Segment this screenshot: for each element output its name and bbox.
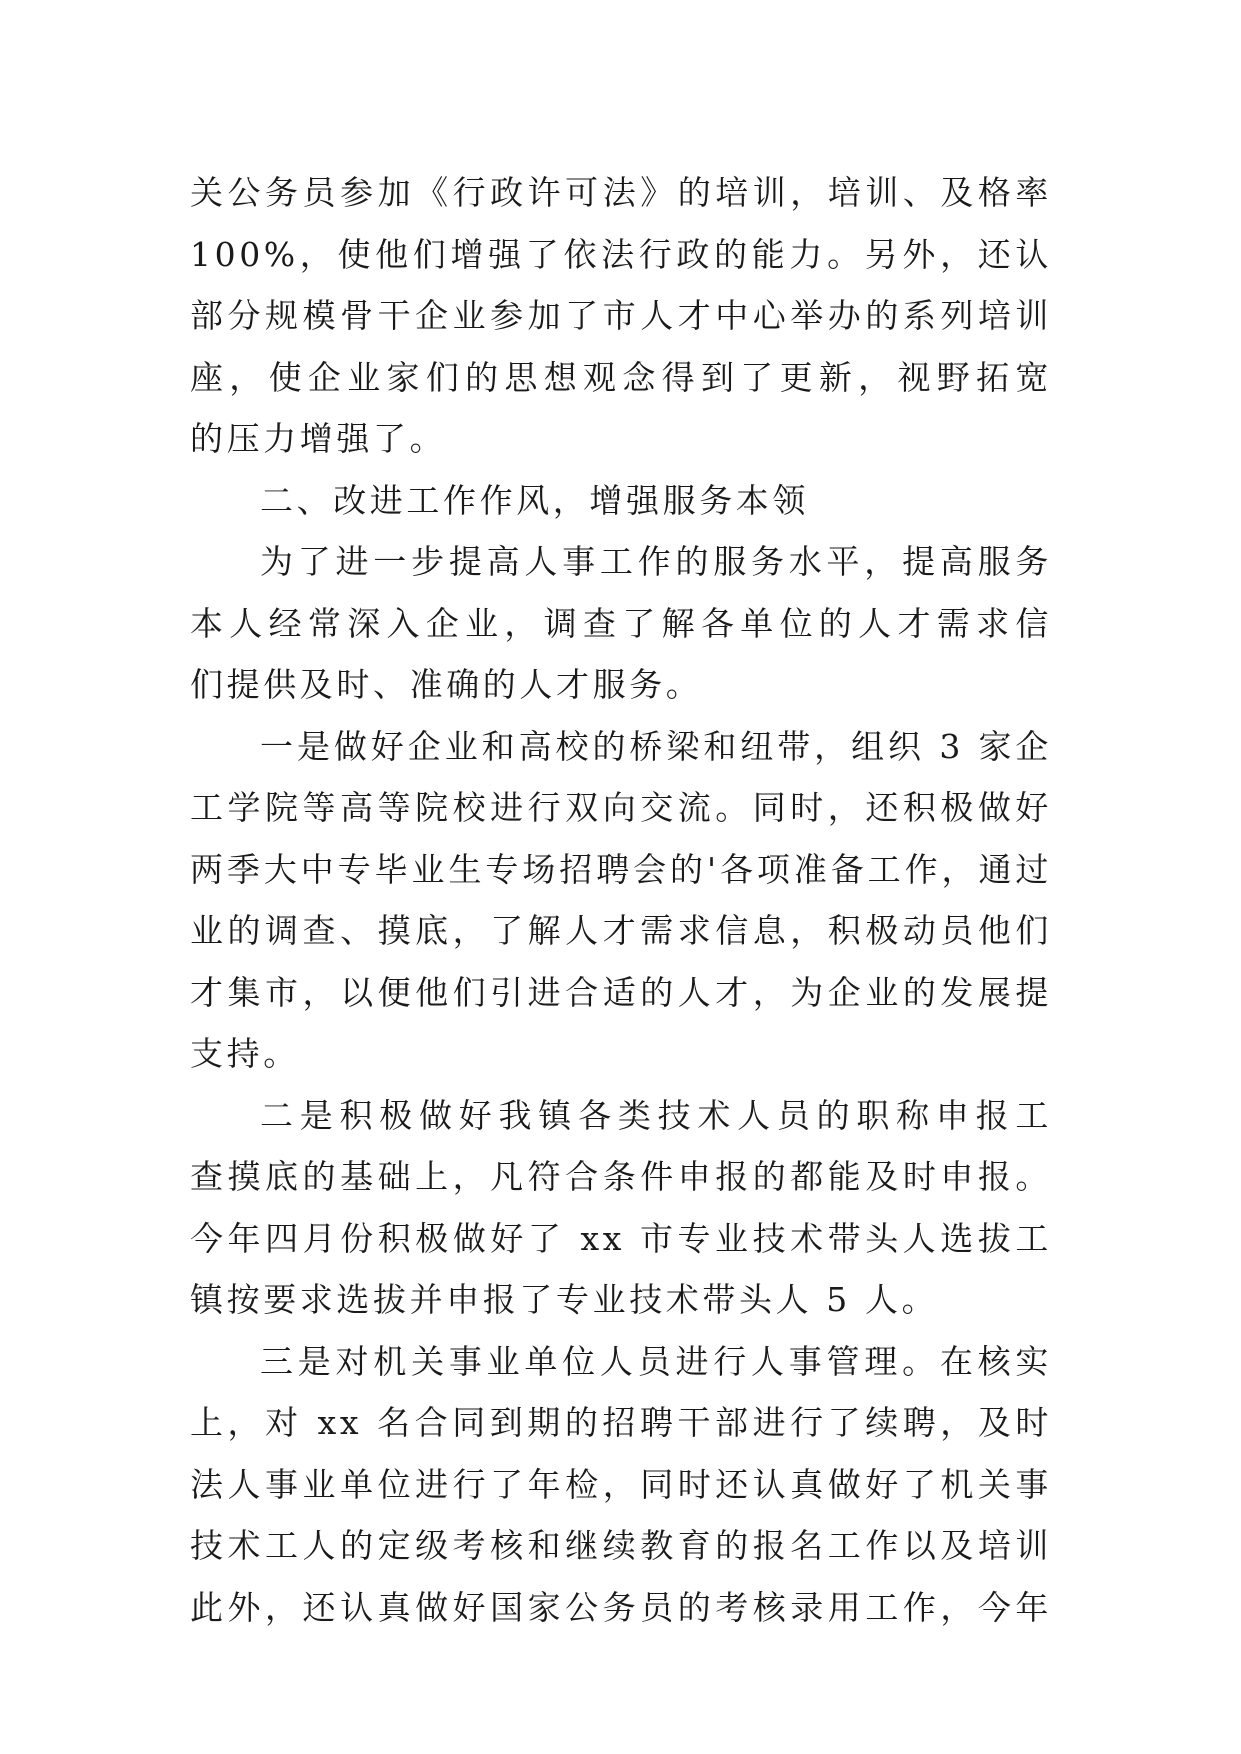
text-line: 100%，使他们增强了依法行政的能力。另外，还认: [190, 234, 1052, 274]
text-line: 业的调查、摸底，了解人才需求信息，积极动员他们: [190, 911, 1052, 950]
text-line: 法人事业单位进行了年检，同时还认真做好了机关事: [190, 1464, 1052, 1504]
section-heading: 二、改进工作作风，增强服务本领: [260, 480, 809, 520]
text-line: 镇按要求选拔并申报了专业技术带头人 5 人。: [190, 1280, 939, 1319]
text-line: 座，使企业家们的思想观念得到了更新，视野拓宽: [190, 357, 1052, 397]
text-line: 们提供及时、准确的人才服务。: [190, 665, 703, 704]
text-line: 查摸底的基础上，凡符合条件申报的都能及时申报。: [190, 1157, 1052, 1196]
text-line: 支持。: [190, 1034, 300, 1073]
document-body: [190, 162, 1052, 1638]
text-line: 技术工人的定级考核和继续教育的报名工作以及培训: [190, 1526, 1052, 1565]
text-line: 关公务员参加《行政许可法》的培训，培训、及格率: [190, 173, 1052, 212]
text-line: 部分规模骨干企业参加了市人才中心举办的系列培训: [190, 296, 1052, 335]
text-line: 上，对 xx 名合同到期的招聘干部进行了续聘，及时: [190, 1403, 1052, 1442]
text-line: 一是做好企业和高校的桥梁和纽带，组织 3 家企: [260, 726, 1052, 766]
text-line: 工学院等高等院校进行双向交流。同时，还积极做好: [190, 788, 1052, 827]
text-line: 才集市，以便他们引进合适的人才，为企业的发展提: [190, 972, 1052, 1012]
text-line: 为了进一步提高人事工作的服务水平，提高服务: [260, 542, 1052, 581]
text-line: 二是积极做好我镇各类技术人员的职称申报工: [260, 1095, 1052, 1135]
text-line: 的压力增强了。: [190, 419, 447, 458]
text-line: 今年四月份积极做好了 xx 市专业技术带头人选拔工: [190, 1218, 1052, 1258]
text-line: 两季大中专毕业生专场招聘会的'各项准备工作，通过: [190, 849, 1052, 889]
text-line: 本人经常深入企业，调查了解各单位的人才需求信: [190, 603, 1052, 643]
text-line: 此外，还认真做好国家公务员的考核录用工作，今年: [190, 1587, 1052, 1627]
text-line: 三是对机关事业单位人员进行人事管理。在核实: [260, 1341, 1052, 1381]
